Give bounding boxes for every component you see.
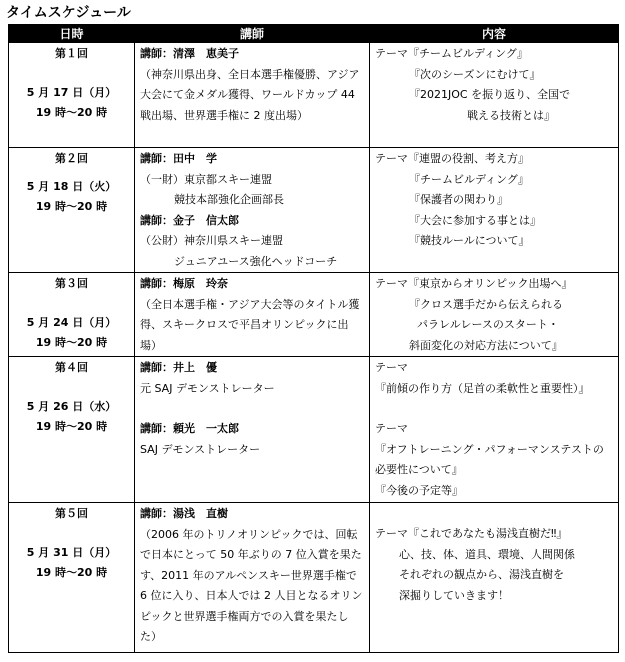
header-content: 内容 xyxy=(370,25,619,43)
content-line: テーマ『チームビルディング』 xyxy=(375,47,528,60)
content-line: 『大会に参加する事とは』 xyxy=(409,213,541,227)
session-date: 5 月 31 日（月） xyxy=(26,545,117,559)
content-line: 『保護者の関わり』 xyxy=(409,193,508,206)
session-time: 19 時～20 時 xyxy=(35,200,108,213)
lecturer-name: 講師：清澤 恵美子 xyxy=(140,47,239,60)
table-row xyxy=(9,273,619,357)
lecturer-profile: （神奈川県出身、全日本選手権優勝、アジア大会にて金メダル獲得、ワールドカップ 44 戦出場、世界選手権に 2 度出場） xyxy=(140,67,360,122)
session-content xyxy=(370,43,619,148)
session-lecturers xyxy=(135,148,370,273)
content-line: 『今後の予定等』 xyxy=(375,483,463,497)
session-content xyxy=(370,148,619,273)
table-row xyxy=(9,503,619,653)
session-number: 第２回 xyxy=(55,152,88,165)
table-row xyxy=(9,148,619,273)
content-line: 『チームビルディング』 xyxy=(409,172,529,186)
session-datetime xyxy=(9,503,135,653)
session-content xyxy=(370,503,619,653)
table-row xyxy=(9,43,619,148)
session-time: 19 時～20 時 xyxy=(35,106,108,119)
lecturer-affiliation: （一財）東京都スキー連盟 xyxy=(140,172,272,186)
session-lecturers xyxy=(135,503,370,653)
lecturer-name: 講師：梅原 玲奈 xyxy=(140,277,228,290)
content-line: 『2021JOC を振り返り、全国で xyxy=(409,88,571,101)
session-lecturers xyxy=(135,43,370,148)
content-line: それぞれの観点から、湯浅直樹を xyxy=(399,568,564,581)
session-date: 5 月 24 日（月） xyxy=(26,315,117,329)
session-number: 第３回 xyxy=(55,277,88,290)
content-line: 『次のシーズンにむけて』 xyxy=(409,67,541,81)
lecturer-name: 講師：湯浅 直樹 xyxy=(140,507,228,520)
lecturer-title: SAJ デモンストレーター xyxy=(140,442,261,456)
session-number: 第１回 xyxy=(55,47,88,60)
header-lecturer: 講師 xyxy=(135,25,370,43)
content-line: 深掘りしていきます！ xyxy=(399,588,509,602)
lecturer-name: 講師：頼光 一太郎 xyxy=(140,422,239,435)
session-number: 第５回 xyxy=(55,507,88,520)
lecturer-name: 講師：金子 信太郎 xyxy=(140,213,239,227)
header-datetime: 日時 xyxy=(9,25,135,43)
content-line: テーマ xyxy=(375,361,408,374)
lecturer-affiliation: （公財）神奈川県スキー連盟 xyxy=(140,234,283,247)
content-line: テーマ『東京からオリンピック出場へ』 xyxy=(375,277,573,290)
content-line: テーマ『これであなたも湯浅直樹だ‼』 xyxy=(375,527,568,540)
session-time: 19 時～20 時 xyxy=(35,566,108,579)
content-line: 心、技、体、道具、環境、人間関係 xyxy=(399,547,575,561)
session-datetime xyxy=(9,43,135,148)
session-datetime xyxy=(9,148,135,273)
session-date: 5 月 17 日（月） xyxy=(26,85,117,99)
session-number: 第４回 xyxy=(55,361,88,374)
session-lecturers xyxy=(135,357,370,503)
lecturer-title: 元 SAJ デモンストレーター xyxy=(140,381,275,395)
content-line: 『競技ルールについて』 xyxy=(409,234,530,247)
content-line: テーマ xyxy=(375,422,408,435)
session-content xyxy=(370,357,619,503)
content-line: 斜面変化の対応方法について』 xyxy=(409,338,563,352)
content-line: 『クロス選手だから伝えられる xyxy=(409,297,563,311)
session-lecturers xyxy=(135,273,370,357)
lecturer-role: ジュニアユース強化ヘッドコーチ xyxy=(174,254,338,268)
content-line: 『前傾の作り方（足首の柔軟性と重要性）』 xyxy=(375,381,590,395)
session-time: 19 時～20 時 xyxy=(35,336,108,349)
content-line: 戦える技術とは』 xyxy=(467,108,555,122)
table-header-row xyxy=(9,25,619,43)
session-time: 19 時～20 時 xyxy=(35,420,108,433)
session-date: 5 月 18 日（火） xyxy=(26,179,117,193)
session-content xyxy=(370,273,619,357)
page-title: タイムスケジュール xyxy=(6,5,131,21)
content-line: パラレルレースのスタート・ xyxy=(417,318,559,331)
lecturer-profile: （2006 年のトリノオリンピックでは、回転で日本にとって 50 年ぶりの 7 位入賞を果たす、2011 年のアルペンスキー世界選手権で 6 位に入り、日本人では 2 人目となるオリンピックと世界選手権両方での入賞を果たした） xyxy=(140,527,363,643)
table-row xyxy=(9,357,619,503)
lecturer-name: 講師：井上 優 xyxy=(140,361,217,374)
content-line: 『オフトレーニング・パフォーマンステストの必要性について』 xyxy=(375,442,604,476)
lecturer-profile: （全日本選手権・アジア大会等のタイトル獲得、スキークロスで平昌オリンピックに出場） xyxy=(140,297,360,352)
lecturer-role: 競技本部強化企画部長 xyxy=(174,193,284,206)
schedule-table xyxy=(8,24,619,653)
content-line: テーマ『連盟の役割、考え方』 xyxy=(375,152,529,165)
session-date: 5 月 26 日（水） xyxy=(26,399,117,413)
lecturer-name: 講師：田中 学 xyxy=(140,152,217,165)
session-datetime xyxy=(9,357,135,503)
session-datetime xyxy=(9,273,135,357)
